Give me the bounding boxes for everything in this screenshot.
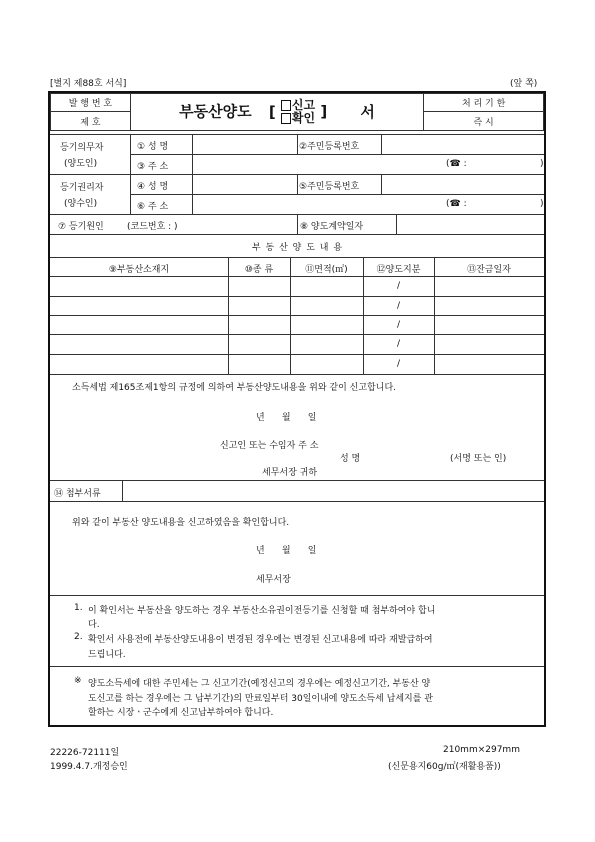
confirm-date[interactable]: 년 월 일 [256,546,317,556]
form-code: 22226-72111일 [50,748,120,758]
addressee: 세무서장 귀하 [262,468,318,478]
declaration-text: 소득세법 제165조제1항의 규정에 의하여 부동산양도내용을 위와 같이 신고합니다. [72,383,397,393]
col-location: ⑨부동산소재지 [108,265,170,275]
note-1-line-2: 다. [88,620,100,630]
transferor-id-label: ②주민등록번호 [299,142,360,152]
transferee-phone-close: ) [540,199,544,209]
transferor-id-field[interactable] [382,135,543,153]
attachments-label: ⑭ 첨부서류 [54,489,101,499]
share-slash-2[interactable]: / [396,301,401,311]
reporter-name-label: 성 명 [340,454,361,464]
transferee-phone-label: (☎ : [446,199,467,209]
share-slash-5[interactable]: / [396,359,401,369]
note-2-line-1: 확인서 사용전에 부동산양도내용이 변경된 경우에는 변경된 신고내용에 따라 재발급하여 [88,635,433,645]
paper-size: 210mm×297mm [443,745,520,755]
star-note-line-1: 양도소득세에 대한 주민세는 그 신고기간(예정신고의 경우에는 예정신고기간, 부동산 양 [88,679,431,689]
star-note-line-2: 도신고를 하는 경우에는 그 납부기간)의 만료일부터 30일이내에 양도소득세 납세지를 관 [88,694,434,704]
signature-label: (서명 또는 인) [450,454,507,464]
transferee-id-field[interactable] [382,175,543,193]
transferee-address-field[interactable] [193,195,543,213]
checkbox-confirm[interactable] [281,113,291,124]
note-1-number: 1. [74,603,83,613]
processing-period-value: 즉 시 [424,112,544,131]
contract-date-label: ⑧ 양도계약일자 [300,222,364,232]
bracket-right: ] [320,102,328,121]
approval-date: 1999.4.7.개정승인 [50,762,128,772]
transferor-group-label: 등기의무자 [60,143,104,153]
transferee-id-label: ⑤주민등록번호 [299,182,360,192]
transferor-group-sub: (양도인) [64,159,98,169]
transferee-group-label: 등기권리자 [60,183,104,193]
reporter-address-label: 신고인 또는 수임자 주 소 [220,441,319,451]
form-title [130,94,423,131]
col-share: ⑫양도지분 [376,265,421,275]
note-1-line-1: 이 확인서는 부동산을 양도하는 경우 부동산소유권이전등기를 신청할 때 첨부하여야 합니 [88,606,436,616]
transferor-name-label: ① 성 명 [137,142,169,152]
transferor-address-label: ③ 주 소 [137,162,169,172]
declaration-date[interactable]: 년 월 일 [256,413,317,423]
paper-type: (신문용지60g/㎡(재활용품)) [388,762,501,772]
transferee-name-field[interactable] [193,175,296,193]
checkbox-report[interactable] [281,100,291,111]
transferor-phone-label: (☎ : [446,159,467,169]
registration-cause-label: ⑦ 등기원인 [58,222,104,232]
issue-number-label: 발 행 번 호 [51,94,131,112]
title-left: 부동산양도 [179,102,252,121]
col-area: ⑪면적(㎡) [305,265,348,275]
transferor-address-field[interactable] [193,155,543,173]
title-table [50,93,544,131]
col-type: ⑩종 류 [244,265,274,275]
note-2-number: 2. [74,632,83,642]
cause-code-field[interactable]: (코드번호 : ) [127,222,178,232]
share-slash-3[interactable]: / [396,320,401,330]
contract-date-field[interactable] [397,215,543,233]
star-note-mark: ※ [74,676,82,686]
transferor-phone-close: ) [540,159,544,169]
report-type-options [281,99,315,125]
transferor-name-field[interactable] [193,135,296,153]
confirm-chief: 세무서장 [256,575,291,585]
form-number: [별지 제88호 서식] [50,79,127,89]
issue-label: 제 호 [51,112,131,131]
star-note-line-3: 할하는 시장ㆍ군수에게 신고납부하여야 합니다. [88,708,274,718]
processing-period-label: 처 리 기 한 [424,94,544,112]
share-slash-4[interactable]: / [396,339,401,349]
note-2-line-2: 드립니다. [88,650,126,660]
col-balance-date: ⑬잔금일자 [467,265,511,275]
transfer-details-title: 부 동 산 양 도 내 용 [251,243,344,253]
transferee-group-sub: (양수인) [64,199,98,209]
option-report[interactable]: 신고 [281,98,315,112]
confirm-text: 위와 같이 부동산 양도내용을 신고하였음을 확인합니다. [72,518,290,528]
attachments-field[interactable] [123,481,543,500]
title-right: 서 [360,102,375,121]
page-side: (앞 쪽) [510,79,538,89]
transferee-name-label: ④ 성 명 [137,182,169,192]
share-slash-1[interactable]: / [396,281,401,291]
bracket-left: [ [268,102,276,121]
option-confirm[interactable]: 확인 [281,111,315,125]
transferee-address-label: ⑥ 주 소 [137,202,169,212]
